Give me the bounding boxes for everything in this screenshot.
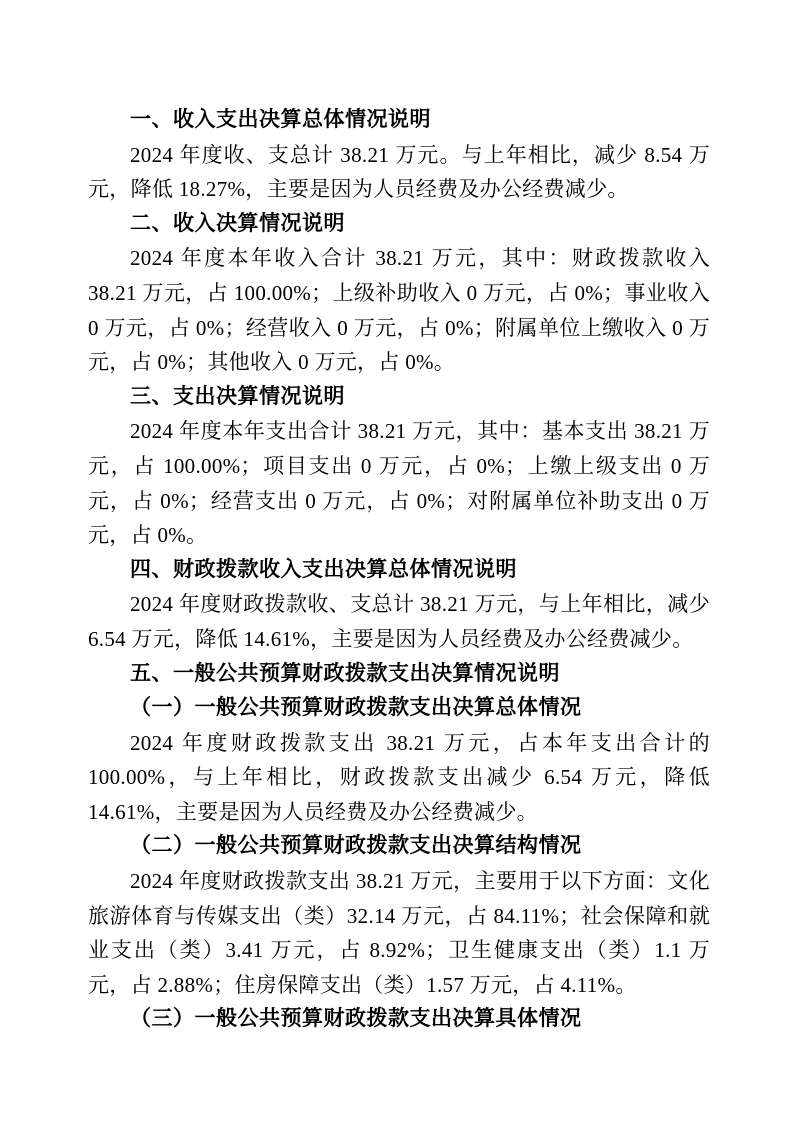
section-heading-income-final-accounts: 二、收入决算情况说明 (130, 211, 345, 235)
paragraph-income-final-accounts: 2024 年度本年收入合计 38.21 万元，其中：财政拨款收入 38.21 万元，占 100.00%；上级补助收入 0 万元，占 0%；事业收入 0 万元，占 0%；经营收入 0 万元，占 0%；附属单位上缴收入 0 万元，占 0%；其他收入 0 万元，占 0%。 (88, 246, 710, 375)
paragraph-income-expenditure-overall: 2024 年度收、支总计 38.21 万元。与上年相比，减少 8.54 万元，降低 18.27%，主要是因为人员经费及办公经费减少。 (88, 142, 710, 202)
section-heading-income-expenditure-overall: 一、收入支出决算总体情况说明 (130, 108, 431, 131)
subsection-heading-general-budget-structure: （二）一般公共预算财政拨款支出决算结构情况 (130, 834, 582, 858)
paragraph-expenditure-final-accounts: 2024 年度本年支出合计 38.21 万元，其中：基本支出 38.21 万元，占 100.00%；项目支出 0 万元，占 0%；上缴上级支出 0 万元，占 0%；经营支出 0 万元，占 0%；对附属单位补助支出 0 万元，占 0%。 (88, 419, 710, 548)
section-heading-fiscal-appropriation-overall: 四、财政拨款收入支出决算总体情况说明 (130, 557, 517, 581)
section-heading-expenditure-final-accounts: 三、支出决算情况说明 (130, 384, 345, 408)
paragraph-fiscal-appropriation-overall: 2024 年度财政拨款收、支总计 38.21 万元，与上年相比，减少 6.54 万元，降低 14.61%，主要是因为人员经费及办公经费减少。 (88, 592, 710, 651)
paragraph-general-budget-structure: 2024 年度财政拨款支出 38.21 万元，主要用于以下方面：文化旅游体育与传媒支出（类）32.14 万元，占 84.11%；社会保障和就业支出（类）3.41 万元，占 8.92%；卫生健康支出（类）1.1 万元，占 2.88%；住房保障支出（类）1.57 万元，占 4.11%。 (88, 869, 710, 997)
paragraph-general-budget-overall: 2024 年度财政拨款支出 38.21 万元，占本年支出合计的 100.00%，与上年相比，财政拨款支出减少 6.54 万元，降低 14.61%，主要是因为人员经费及办公经费减少。 (88, 730, 710, 824)
subsection-heading-general-budget-specific: （三）一般公共预算财政拨款支出决算具体情况 (130, 1007, 582, 1031)
section-heading-general-public-budget: 五、一般公共预算财政拨款支出决算情况说明 (130, 661, 560, 685)
subsection-heading-general-budget-overall: （一）一般公共预算财政拨款支出决算总体情况 (130, 696, 582, 720)
